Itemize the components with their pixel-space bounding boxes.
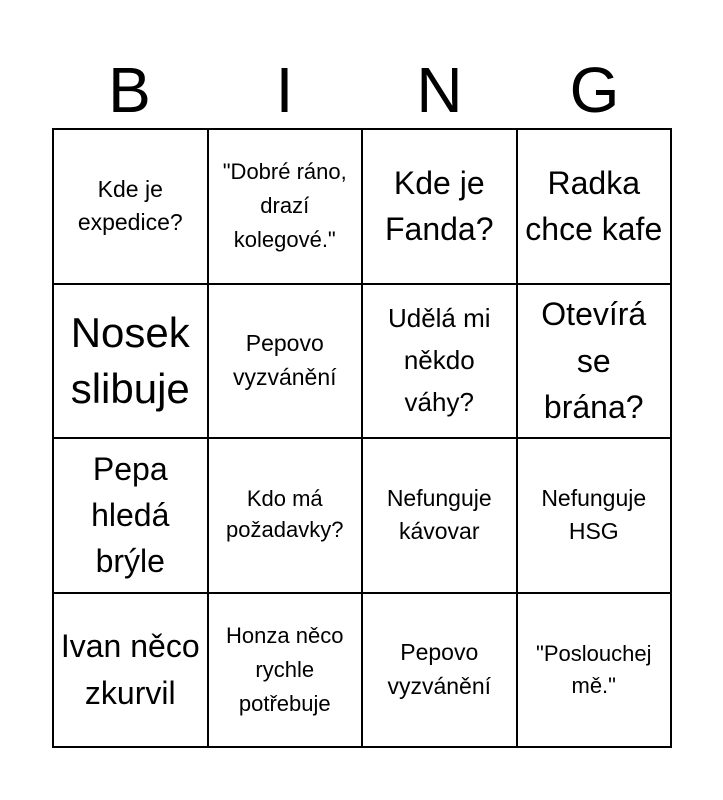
bingo-card-grid	[52, 128, 672, 748]
bingo-cell-text: Kde je Fanda?	[384, 164, 494, 248]
bingo-cell-text: Pepa hledá brýle	[91, 450, 170, 580]
bingo-cell-text: "Poslouchej mě."	[536, 640, 652, 698]
bingo-cell[interactable]	[54, 439, 209, 594]
bingo-cell-text: Pepovo vyzvánění	[387, 639, 492, 699]
bingo-cell-text: Ivan něco zkurvil	[60, 628, 200, 711]
bingo-cell[interactable]	[518, 439, 673, 594]
bingo-title	[52, 52, 672, 128]
title-letter-b: B	[108, 54, 151, 126]
bingo-cell-text: Udělá mi někdo váhy?	[387, 303, 491, 417]
bingo-cell-text: Nefunguje kávovar	[386, 484, 492, 545]
title-letter-i: I	[275, 54, 294, 126]
bingo-cell[interactable]	[209, 285, 364, 440]
bingo-cell[interactable]	[363, 130, 518, 285]
bingo-cell-text: Pepovo vyzvánění	[232, 330, 337, 390]
bingo-cell-text: Radka chce kafe	[525, 164, 663, 248]
bingo-cell[interactable]	[54, 285, 209, 440]
bingo-cell[interactable]	[518, 130, 673, 285]
bingo-cell-text: Nefunguje HSG	[541, 484, 647, 545]
bingo-cell[interactable]	[209, 439, 364, 594]
bingo-cell[interactable]	[363, 594, 518, 749]
bingo-cell[interactable]	[54, 130, 209, 285]
title-letter-n: N	[416, 54, 463, 126]
bingo-cell[interactable]	[209, 130, 364, 285]
bingo-cell-text: Otevírá se brána?	[541, 296, 647, 425]
bingo-cell[interactable]	[518, 594, 673, 749]
title-letter-g: G	[569, 54, 620, 126]
bingo-cell[interactable]	[54, 594, 209, 749]
bingo-cell[interactable]	[363, 285, 518, 440]
bingo-cell-text: Kde je expedice?	[77, 175, 183, 236]
bingo-cell-text: Nosek slibuje	[70, 308, 190, 412]
bingo-cell-text: Honza něco rychle potřebuje	[226, 622, 344, 716]
bingo-cell-text: Kdo má požadavky?	[226, 486, 344, 543]
bingo-cell[interactable]	[209, 594, 364, 749]
bingo-cell-text: "Dobré ráno, drazí kolegové."	[222, 159, 347, 253]
bingo-cell[interactable]	[518, 285, 673, 440]
bingo-cell[interactable]	[363, 439, 518, 594]
